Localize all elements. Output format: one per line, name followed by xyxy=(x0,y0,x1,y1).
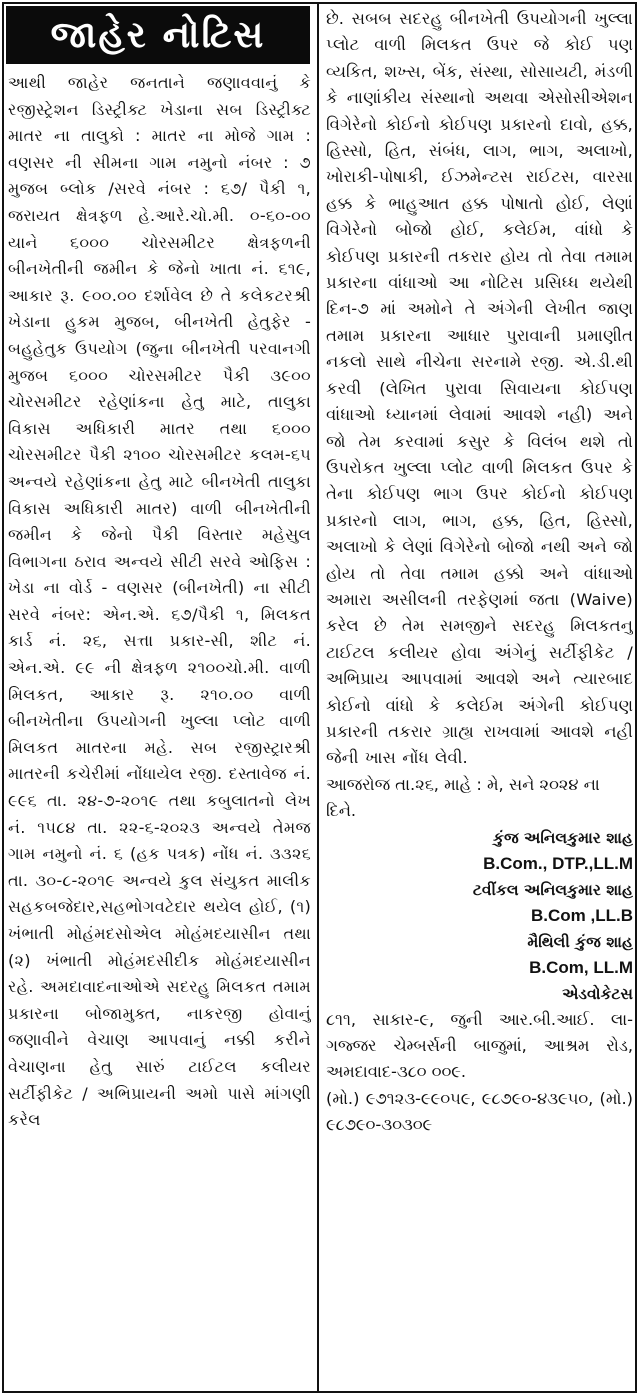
column-divider xyxy=(317,4,319,1391)
signatory-name: ટવીંકલ અનિલકુમાર શાહ xyxy=(472,880,633,899)
right-column-text: છે. સબબ સદરહુ બીનખેતી ઉપયોગની ખુલ્લા પ્લોટ વાળી મિલકત ઉપર જે કોઈ પણ વ્યકિત, શખ્સ, બેંક, સંસ્થા, સોસાયટી, મંડળી કે નાણાંકીય સંસ્થાનો અથવા એસોસીએશન વિગેરેનો કોઈનો કોઈપણ પ્રકારનો દાવો, હક્ક, હિસ્સો, હિત, સંબંધ, લાગ, ભાગ, અલાખો, ખોરાકી-પોષાકી, ઈઝમેન્ટસ રાઈટસ, વારસા હક્ક કે ભાહુઆત હક્ક પોષાતો હોઈ, લેણાં વિગેરેનો બોજો હોઈ, કલેઈમ, વાંધો કે કોઈપણ પ્રકારની તકરાર હોય તો તેવા તમામ પ્રકારના વાંધાઓ આ નોટિસ પ્રસિધ્ધ થયેથી દિન-૭ માં અમોને તે અંગેની લેખીત જાણ તમામ પ્રકારના આધાર પુરાવાની પ્રમાણીત નકલો સાથે નીચેના સરનામે રજી. એ.ડી.થી કરવી (લેખિત પુરાવા સિવાયના કોઈપણ વાંધાઓ ધ્યાનમાં લેવામાં આવશે નહી) અને જો તેમ કરવામાં કસુર કે વિલંબ થશે તો ઉપરોકત ખુલ્લા પ્લોટ વાળી મિલકત ઉપર કે તેના કોઈપણ ભાગ ઉપર કોઈનો કોઈપણ પ્રકારનો લાગ, ભાગ, હક્ક, હિત, હિસ્સો, અલાખો કે લેણાં વિગેરેનો બોજો નથી અને જો હોય તો તેવા તમામ હક્કો અને વાંધાઓ અમારા અસીલની તરફેણમાં જતા (Waive) કરેલ છે તેમ સમજીને સદરહુ મિલકતનુ ટાઈટલ કલીયર હોવા અંગેનું સર્ટીફીકેટ / અભિપ્રાય આપવામાં આવશે અને ત્યારબાદ કોઈનો વાંધો કે કલેઈમ અંગેની કોઈપણ પ્રકારની તકરાર ગ્રાહ્ય રાખવામાં આવશે નહી જેની ખાસ નોંધ લેવી. xyxy=(326,9,633,768)
left-column xyxy=(8,70,311,1388)
contact-phones: (મો.) ૯૭૧૨૩-૯૯૦૫૯, ૯૮૭૯૦-૪૩૯૫૦, (મો.) ૯૮૭૯૦-૩૦૩૦૯ xyxy=(326,1088,633,1135)
signatory-name: મૈથિલી કુંજ શાહ xyxy=(527,932,633,951)
right-column xyxy=(326,6,633,1388)
signature-block xyxy=(326,825,633,1007)
left-column-text: આથી જાહેર જનતાને જણાવવાનું કે રજીસ્ટ્રેશન ડિસ્ટ્રીક્ટ ખેડાના સબ ડિસ્ટ્રીક્ટ માતર ના તાલુકો : માતર ના મોજે ગામ : વણસર ની સીમના ગામ નમુનો નંબર : ૭ મુજબ બ્લોક /સરવે નંબર : ૬૭/ પૈકી ૧, જરાયત ક્ષેત્રફળ હે.આરે.ચો.મી. ૦-૬૦-૦૦ યાને ૬૦૦૦ ચોરસમીટર ક્ષેત્રફળની બીનખેતીની જમીન કે જેનો ખાતા નં. ૬૧૯, આકાર રૂ. ૯૦૦.૦૦ દર્શાવેલ છે તે કલેકટરશ્રી ખેડાના હુકમ મુજબ, બીનખેતી હેતુફેર - બહુહેતુક ઉપયોગ (જુના બીનખેતી પરવાનગી મુજબ ૬૦૦૦ ચોરસમીટર પૈકી ૩૯૦૦ ચોરસમીટર રહેણાંકના હેતુ માટે, તાલુકા વિકાસ અધિકારી માતર તથા ૬૦૦૦ ચોરસમીટર પૈકી ૨૧૦૦ ચોરસમીટર કલમ-૬૫ અન્વયે રહેણાંકના હેતુ માટે બીનખેતી તાલુકા વિકાસ અધિકારી માતર) વાળી બીનખેતીની જમીન કે જેનો પૈકી વિસ્તાર મહેસુલ વિભાગના ઠરાવ અન્વયે સીટી સરવે ઓફિસ : ખેડા ના વોર્ડ - વણસર (બીનખેતી) ના સીટી સરવે નંબર: એન.એ. ૬૭/પૈકી ૧, મિલકત કાર્ડ નં. ૨૬, સત્તા પ્રકાર-સી, શીટ નં. એન.એ. ૯૯ ની ક્ષેત્રફળ ૨૧૦૦ચો.મી. વાળી મિલકત, આકાર રૂ. ૨૧૦.૦૦ વાળી બીનખેતીના ઉપયોગની ખુલ્લા પ્લોટ વાળી મિલકત માતરના મહે. સબ રજીસ્ટ્રારશ્રી માતરની કચેરીમાં નોંધાયેલ રજી. દસ્તાવેજ નં. ૯૯૬ તા. ૨૪-૭-૨૦૧૯ તથા કબુલાતનો લેખ નં. ૧૫૮૪ તા. ૨૨-૬-૨૦૨૩ અન્વયે તેમજ ગામ નમુનો નં. ૬ (હક પત્રક) નોંધ નં. ૩૩૨૬ તા. ૩૦-૮-૨૦૧૯ અન્વયે કુલ સંયુકત માલીક સહકબજેદાર,સહભોગવટેદાર થયેલ હોઈ, (૧) ખંભાતી મોહંમદસોએલ મોહંમદયાસીન તથા (૨) ખંભાતી મોહંમદસીદીક મોહંમદયાસીન રહે. અમદાવાદનાઓએ સદરહુ મિલકત તમામ પ્રકારના બોજામુક્ત, નાકરજી હોવાનું જણાવીને વેચાણ આપવાનું નક્કી કરીને વેચાણના હેતુ સારું ટાઈટલ કલીયર સર્ટીફીકેટ / અભિપ્રાયની અમો પાસે માંગણી કરેલ xyxy=(8,73,311,1130)
office-address: ૮૧૧, સાકાર-૯, જુની આર.બી.આઈ. લા-ગજ્જર ચેમ્બર્સની બાજુમાં, આશ્રમ રોડ, અમદાવાદ-૩૮૦ ૦૦૯. xyxy=(326,1009,633,1082)
notice-title-banner xyxy=(6,6,310,64)
signatory-name: કુંજ અનિલકુમાર શાહ xyxy=(493,828,633,847)
notice-title: જાહેર નોટિસ xyxy=(50,13,266,56)
notice-date: આજરોજ તા.૨૬, માહે : મે, સને ૨૦૨૪ ના દિને. xyxy=(326,774,600,821)
advocates-designation: એડવોકેટસ xyxy=(562,984,633,1003)
signatory-qualification: B.Com ,LL.B xyxy=(531,905,633,925)
signatory-qualification: B.Com, LL.M xyxy=(529,957,633,977)
signatory-qualification: B.Com., DTP.,LL.M xyxy=(483,853,633,873)
